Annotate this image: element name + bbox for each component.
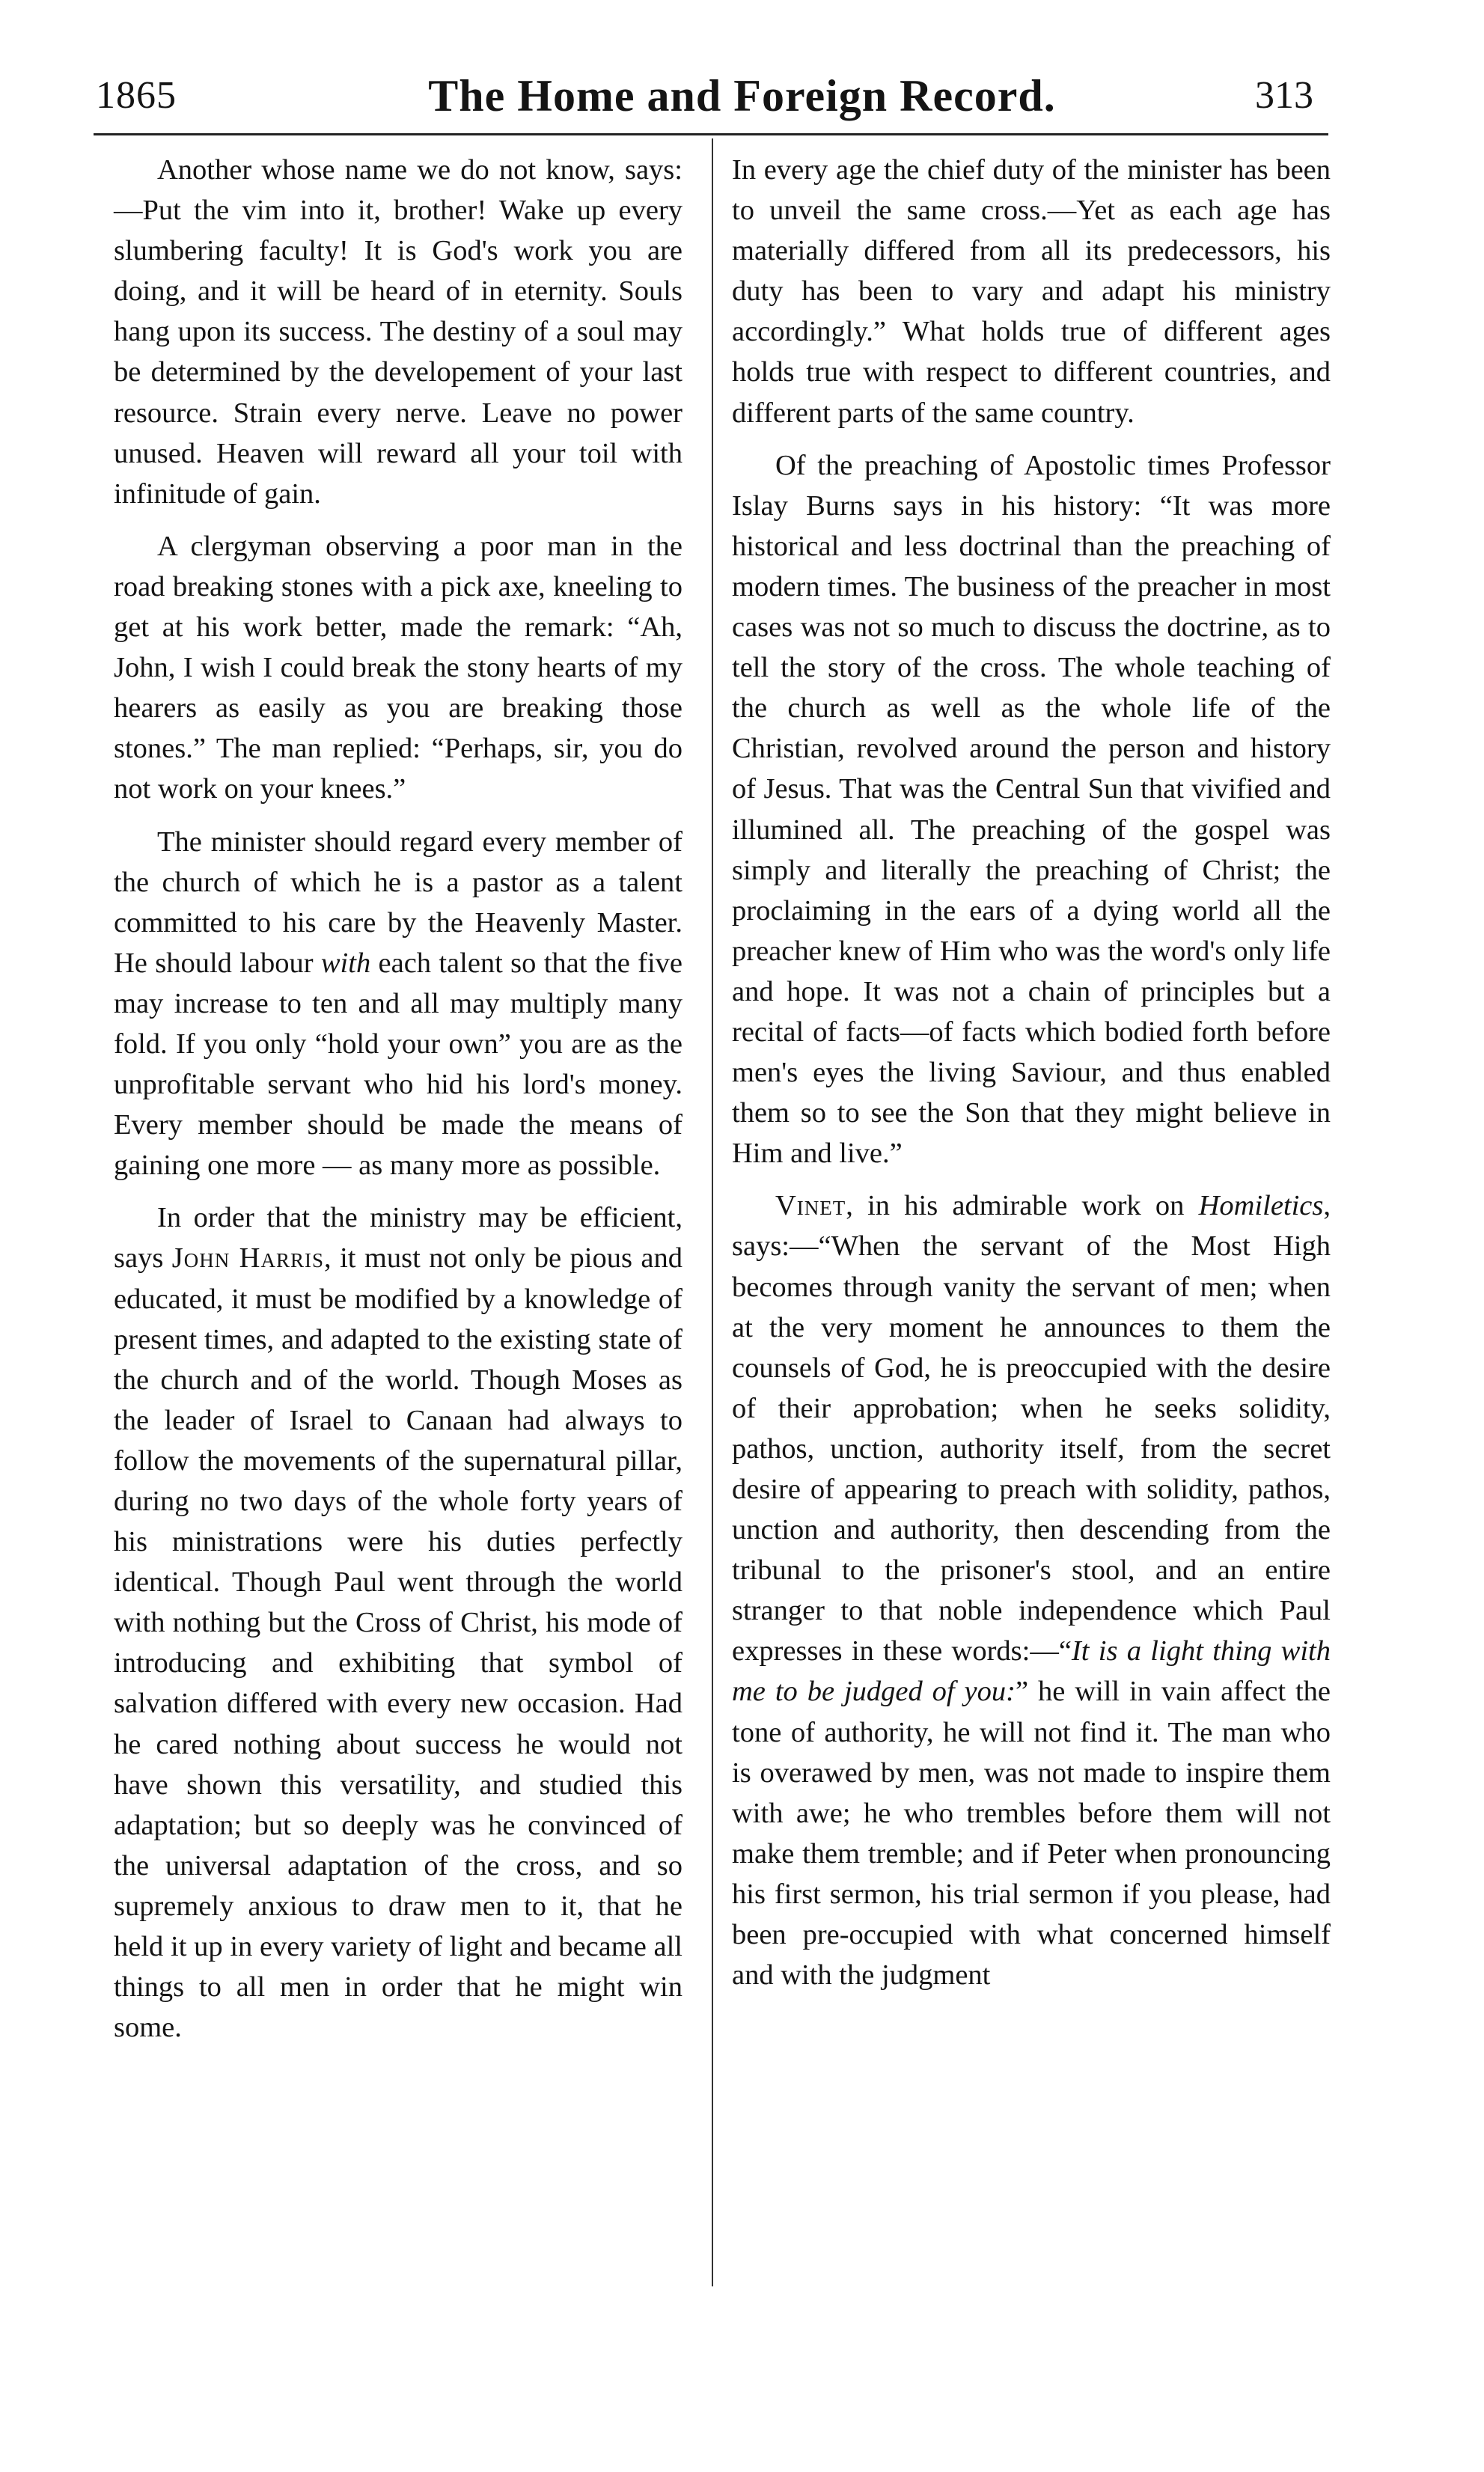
text-run: each talent so that the five may increase to ten and all may multiply many fold. If you only “hold your own” you are as the unprofitable servant who hid his lord's money. Every member should be made the means of gaining one more — as many more as possible.	[114, 947, 683, 1182]
emphasis-text: Homiletics	[1198, 1190, 1324, 1222]
text-run: In order that the ministry may be efficient, says	[114, 1202, 683, 1275]
author-name: John Harris	[171, 1242, 324, 1275]
paragraph: Of the preaching of Apostolic times Professor Islay Burns says in his history: “It was more historical and less doctrinal than the preaching of modern times. The business of the preacher in most cases was not so much to discuss the doctrine, as to tell the story of the cross. The whole teaching of the church as well as the whole life of the Christian, revolved around the person and history of Jesus. That was the Central Sun that vivified and illumined all. The preaching of the gospel was simply and literally the preaching of Christ; the proclaiming in the ears of a dying world all the preacher knew of Him who was the word's only life and hope. It was not a chain of principles but a recital of facts—of facts which bodied forth before men's eyes the living Saviour, and thus enabled them so to see the Son that they might believe in Him and live.”	[732, 449, 1331, 1170]
text-run: ” he will in vain affect the tone of authority, he will not find it. The man who is overawed by men, was not made to inspire them with awe; he who trembles before them will not make them tremble; and if Peter when pronouncing his first sermon, his trial sermon if you please, had been pre-occupied with what concerned himself and with the judgment	[732, 1676, 1331, 1992]
paragraph	[114, 822, 683, 1186]
paragraph	[732, 1185, 1331, 1995]
emphasis-text: It is a light thing with me to be judged of you:	[732, 1635, 1331, 1708]
text-run: , in his admirable work on	[846, 1190, 1199, 1222]
emphasis-text: with	[320, 947, 371, 979]
column-divider	[712, 138, 713, 2286]
text-run: , it must not only be pious and educated, it must be modified by a knowledge of present times, and adapted to the existing state of the church and of the world. Though Moses as the leader of Israel to Canaan had always to follow the movements of the supernatural pillar, during no two days of the whole forty years of his ministrations were his duties perfectly identical. Though Paul went through the world with nothing but the Cross of Christ, his mode of introducing and exhibiting that symbol of salvation differed with every new occasion. Had he cared nothing about success he would not have shown this versatility, and studied this adaptation; but so deeply was he convinced of the universal adaptation of the cross, and so supremely anxious to draw men to it, that he held it up in every variety of light and became all things to all men in order that he might win some.	[114, 1242, 683, 2044]
paragraph-continued: In every age the chief duty of the minister has been to unveil the same cross.—Yet as each age has materially differed from all its predecessors, his duty has been to vary and adapt his ministry accordingly.” What holds true of different ages holds true with respect to different countries, and different parts of the same country.	[732, 154, 1331, 429]
left-column	[114, 150, 683, 2060]
page-number: 313	[1255, 74, 1313, 117]
text-run: The minister should regard every member of the church of which he is a pastor as a talent committed to his care by the Heavenly Master. He should labour	[114, 825, 683, 979]
paragraph	[114, 1197, 683, 2048]
header-rule	[94, 133, 1328, 135]
running-header	[0, 73, 1484, 133]
author-name: Vinet	[775, 1190, 846, 1222]
text-run: , says:—“When the servant of the Most High becomes through vanity the servant of men; when at the very moment he announces to them the counsels of God, he is preoccupied with the desire of their approbation; when he seeks solidity, pathos, unction, authority itself, from the secret desire of appearing to preach with solidity, pathos, unction and authority, then descending from the tribunal to the prisoner's stool, and an entire stranger to that noble independence which Paul expresses in these words:—“	[732, 1190, 1331, 1667]
paragraph: Another whose name we do not know, says:—Put the vim into it, brother! Wake up every slumbering faculty! It is God's work you are doing, and it will be heard of in eternity. Souls hang upon its success. The destiny of a soul may be determined by the developement of your last resource. Strain every nerve. Leave no power unused. Heaven will reward all your toil with infinitude of gain.	[114, 154, 683, 510]
header-title: The Home and Foreign Record.	[428, 71, 1056, 120]
paragraph: A clergyman observing a poor man in the road breaking stones with a pick axe, kneeling to get at his work better, made the remark: “Ah, John, I wish I could break the stony hearts of my hearers as easily as you are breaking those stones.” The man replied: “Perhaps, sir, you do not work on your knees.”	[114, 530, 683, 805]
header-year: 1865	[96, 74, 177, 117]
right-column	[732, 150, 1331, 2007]
